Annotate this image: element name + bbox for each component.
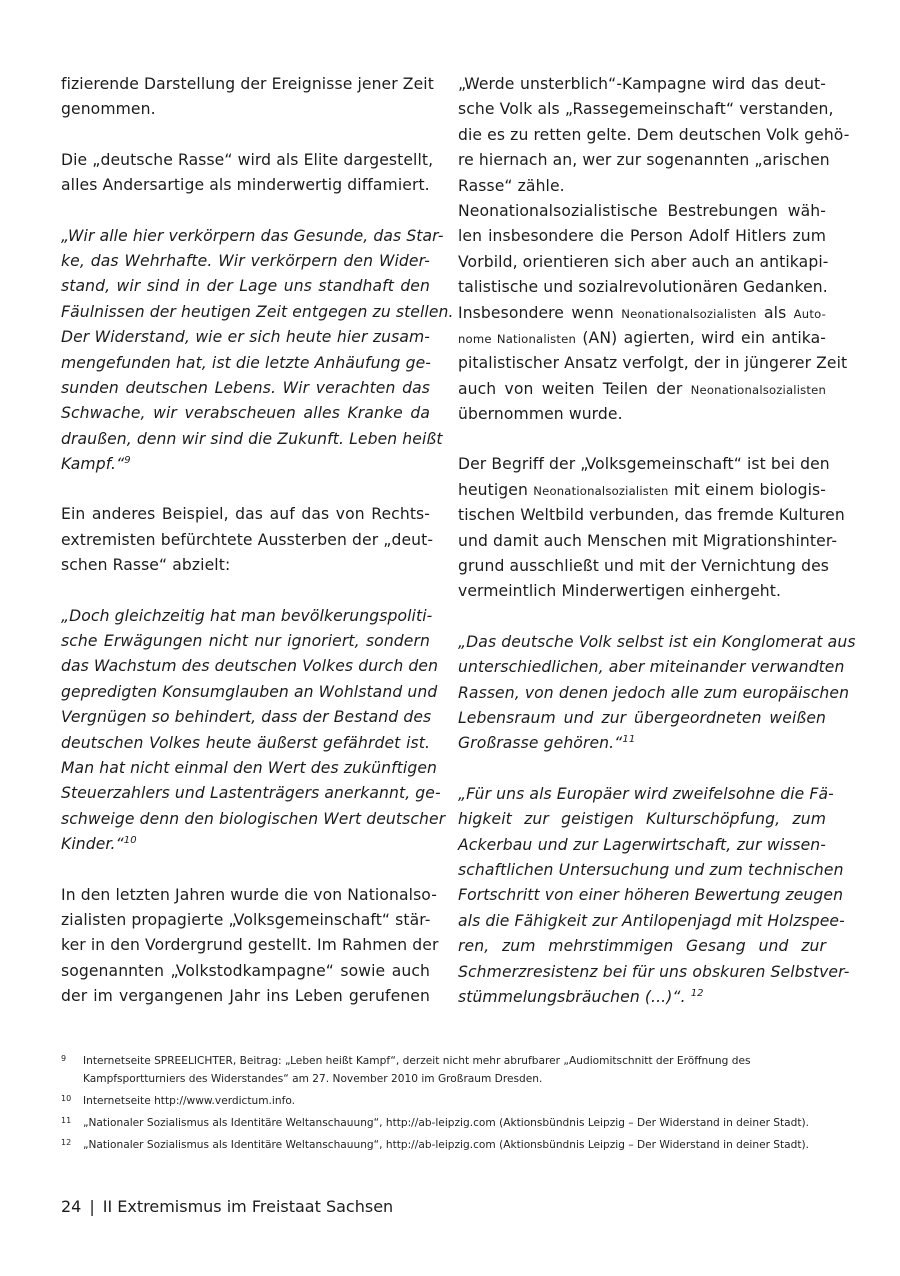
block-quote — [458, 630, 856, 757]
quote-line: Der Widerstand, wie er sich heute hier zusam- — [61, 328, 430, 347]
footnote-ref[interactable]: 9 — [124, 455, 131, 467]
text-line: Vorbild, orientieren sich aber auch an antikapi- — [458, 252, 829, 271]
quote-line: Fortschritt von einer höheren Bewertung zeugen — [458, 886, 844, 905]
small-caps-term: Neonationalsozialisten — [690, 382, 826, 397]
footnote — [61, 1092, 841, 1110]
quote-text: Großrasse gehören.“ — [458, 734, 623, 753]
quote-line: schweige denn den biologischen Wert deutscher — [61, 809, 446, 828]
text-line — [458, 301, 826, 326]
quote-line: ke, das Wehrhafte. Wir verkörpern den Wider- — [61, 251, 430, 270]
quote-text: stümmelungsbräuchen (...)“. — [458, 987, 686, 1006]
quote-line: Rassen, von denen jedoch alle zum europäischen — [458, 683, 850, 702]
footnote-ref[interactable]: 12 — [690, 987, 704, 999]
footnote — [61, 1114, 841, 1132]
footnote-number: 12 — [61, 1138, 72, 1147]
quote-line: deutschen Volkes heute äußerst gefährdet ist. — [61, 733, 430, 752]
quote-line: draußen, denn wir sind die Zukunft. Leben heißt — [61, 429, 443, 448]
small-caps-term: Neonationalsozialisten — [533, 483, 669, 498]
text-line: sogenannten „Volkstodkampagne“ sowie auch — [61, 961, 430, 980]
text-line — [458, 478, 826, 503]
text-line: zialisten propagierte „Volksgemeinschaft“ stär- — [61, 910, 431, 929]
section-title: II Extremismus im Freistaat Sachsen — [102, 1197, 394, 1216]
text-line: genommen. — [61, 100, 156, 119]
footnote — [61, 1136, 841, 1154]
footnote-ref[interactable]: 10 — [123, 835, 137, 847]
quote-line: sche Erwägungen nicht nur ignoriert, sondern — [61, 632, 430, 651]
block-quote — [61, 224, 454, 478]
paragraph — [458, 199, 848, 428]
text-run: heutigen — [458, 480, 528, 499]
quote-line: gepredigten Konsumglauben an Wohlstand und — [61, 682, 438, 701]
text-line: ker in den Vordergrund gestellt. Im Rahmen der — [61, 936, 439, 955]
quote-line: „Das deutsche Volk selbst ist ein Konglomerat aus — [458, 632, 856, 651]
text-line: alles Andersartige als minderwertig diffamiert. — [61, 176, 430, 195]
footnote-text: „Nationaler Sozialismus als Identitäre Weltanschauung“, http://ab-leipzig.com (Aktionsbündnis Leipzig – Der Widerstand in deiner Stadt). — [83, 1139, 810, 1151]
text-line: extremisten befürchtete Aussterben der „deut- — [61, 530, 434, 549]
page-footer — [61, 1197, 393, 1217]
text-line: talistische und sozialrevolutionären Gedanken. — [458, 278, 828, 297]
text-line: schen Rasse“ abzielt: — [61, 556, 231, 575]
quote-text: Kampf.“ — [61, 455, 125, 474]
small-caps-term: Neonationalsozialisten — [621, 306, 757, 321]
text-line — [458, 377, 826, 402]
footnotes — [61, 1052, 841, 1154]
left-column — [61, 72, 454, 1010]
quote-line — [61, 832, 430, 857]
paragraph — [61, 883, 439, 1010]
quote-line: Lebensraum und zur übergeordneten weißen — [458, 708, 826, 727]
text-line: Neonationalsozialistische Bestrebungen wäh- — [458, 201, 826, 220]
footnote-text: Internetseite http://www.verdictum.info. — [83, 1095, 295, 1107]
text-line: „Werde unsterblich“-Kampagne wird das deut- — [458, 75, 826, 93]
text-line: Rasse“ zähle. — [458, 176, 565, 195]
quote-line: unterschiedlichen, aber miteinander verwandten — [458, 658, 845, 677]
text-line: Die „deutsche Rasse“ wird als Elite dargestellt, — [61, 150, 434, 169]
text-line: len insbesondere die Person Adolf Hitlers zum — [458, 227, 826, 246]
text-run: mit einem biologis- — [673, 480, 826, 499]
quote-line: Schmerzresistenz bei für uns obskuren Selbstver- — [458, 962, 850, 981]
quote-line — [458, 731, 826, 756]
page-number: 24 — [61, 1197, 82, 1216]
text-line: der im vergangenen Jahr ins Leben gerufenen — [61, 987, 430, 1006]
text-line: Der Begriff der „Volksgemeinschaft“ ist bei den — [458, 455, 830, 474]
text-run: Insbesondere wenn — [458, 303, 614, 322]
right-column — [458, 72, 856, 1010]
footnote-text: „Nationaler Sozialismus als Identitäre Weltanschauung“, http://ab-leipzig.com (Aktionsbündnis Leipzig – Der Widerstand in deiner Stadt). — [83, 1117, 810, 1129]
text-run: als — [763, 303, 787, 322]
quote-line: mengefunden hat, ist die letzte Anhäufung ge- — [61, 353, 432, 372]
block-quote — [61, 604, 446, 858]
text-line: die es zu retten gelte. Dem deutschen Volk gehö- — [458, 125, 850, 144]
quote-line: als die Fähigkeit zur Antilopenjagd mit Holzspee- — [458, 911, 845, 930]
text-line: vermeintlich Minderwertigen einhergeht. — [458, 582, 782, 601]
quote-line: Schwache, wir verabscheuen alles Kranke da — [61, 404, 430, 423]
text-line — [458, 326, 826, 351]
quote-line: „Wir alle hier verkörpern das Gesunde, das Star- — [61, 226, 444, 245]
quote-line: schaftlichen Untersuchung und zum technischen — [458, 860, 844, 879]
text-line: re hiernach an, wer zur sogenannten „arischen — [458, 151, 830, 170]
quote-line: sunden deutschen Lebens. Wir verachten das — [61, 378, 430, 397]
footnote-text: Internetseite SPREELICHTER, Beitrag: „Leben heißt Kampf“, derzeit nicht mehr abrufbarer „Audiomitschnitt der Eröffnung des Kampfsportturniers des Widerstandes“ am 27. November 2010 im Großraum Dresden. — [83, 1055, 751, 1085]
quote-line: stand, wir sind in der Lage uns standhaft den — [61, 277, 430, 296]
paragraph — [458, 452, 845, 604]
paragraph — [458, 72, 850, 199]
small-caps-term: Auto- — [793, 306, 826, 321]
quote-line: Ackerbau und zur Lagerwirtschaft, zur wissen- — [458, 835, 826, 854]
text-line: tischen Weltbild verbunden, das fremde Kulturen — [458, 506, 845, 525]
quote-line: Man hat nicht einmal den Wert des zukünftigen — [61, 758, 438, 777]
footnote-ref[interactable]: 11 — [622, 734, 636, 746]
quote-line: „Doch gleichzeitig hat man bevölkerungspoliti- — [61, 606, 433, 625]
quote-line: Steuerzahlers und Lastenträgers anerkannt, ge- — [61, 784, 441, 803]
text-line: und damit auch Menschen mit Migrationshinter- — [458, 531, 838, 550]
footnote — [61, 1052, 841, 1088]
footnote-number: 9 — [61, 1054, 67, 1063]
block-quote — [458, 782, 850, 1011]
footer-separator: | — [89, 1197, 95, 1216]
small-caps-term: nome Nationalisten — [458, 331, 577, 346]
text-line: Ein anderes Beispiel, das auf das von Rechts- — [61, 505, 430, 524]
paragraph — [61, 148, 434, 199]
quote-line: „Für uns als Europäer wird zweifelsohne die Fä- — [458, 784, 834, 803]
quote-line: das Wachstum des deutschen Volkes durch den — [61, 657, 439, 676]
footnote-number: 10 — [61, 1094, 72, 1103]
quote-line: Fäulnissen der heutigen Zeit entgegen zu stellen. — [61, 302, 454, 321]
quote-line: Vergnügen so behindert, dass der Bestand des — [61, 708, 432, 727]
text-line: fizierende Darstellung der Ereignisse jener Zeit — [61, 75, 434, 93]
text-line: grund ausschließt und mit der Vernichtung des — [458, 557, 830, 576]
quote-line — [458, 985, 826, 1010]
paragraph — [61, 72, 434, 123]
text-line: übernommen wurde. — [458, 405, 623, 424]
text-run: (AN) agierten, wird ein antika- — [582, 328, 826, 347]
text-line: sche Volk als „Rassegemeinschaft“ verstanden, — [458, 100, 834, 119]
paragraph — [61, 502, 434, 578]
footnote-number: 11 — [61, 1116, 72, 1125]
quote-line — [61, 452, 430, 477]
quote-text: Kinder.“ — [61, 835, 124, 854]
quote-line: higkeit zur geistigen Kulturschöpfung, zum — [458, 810, 826, 829]
text-line: In den letzten Jahren wurde die von Nationalso- — [61, 885, 437, 904]
text-line: pitalistischer Ansatz verfolgt, der in jüngerer Zeit — [458, 354, 848, 373]
text-run: auch von weiten Teilen der — [458, 379, 683, 398]
quote-line: ren, zum mehrstimmigen Gesang und zur — [458, 937, 826, 956]
